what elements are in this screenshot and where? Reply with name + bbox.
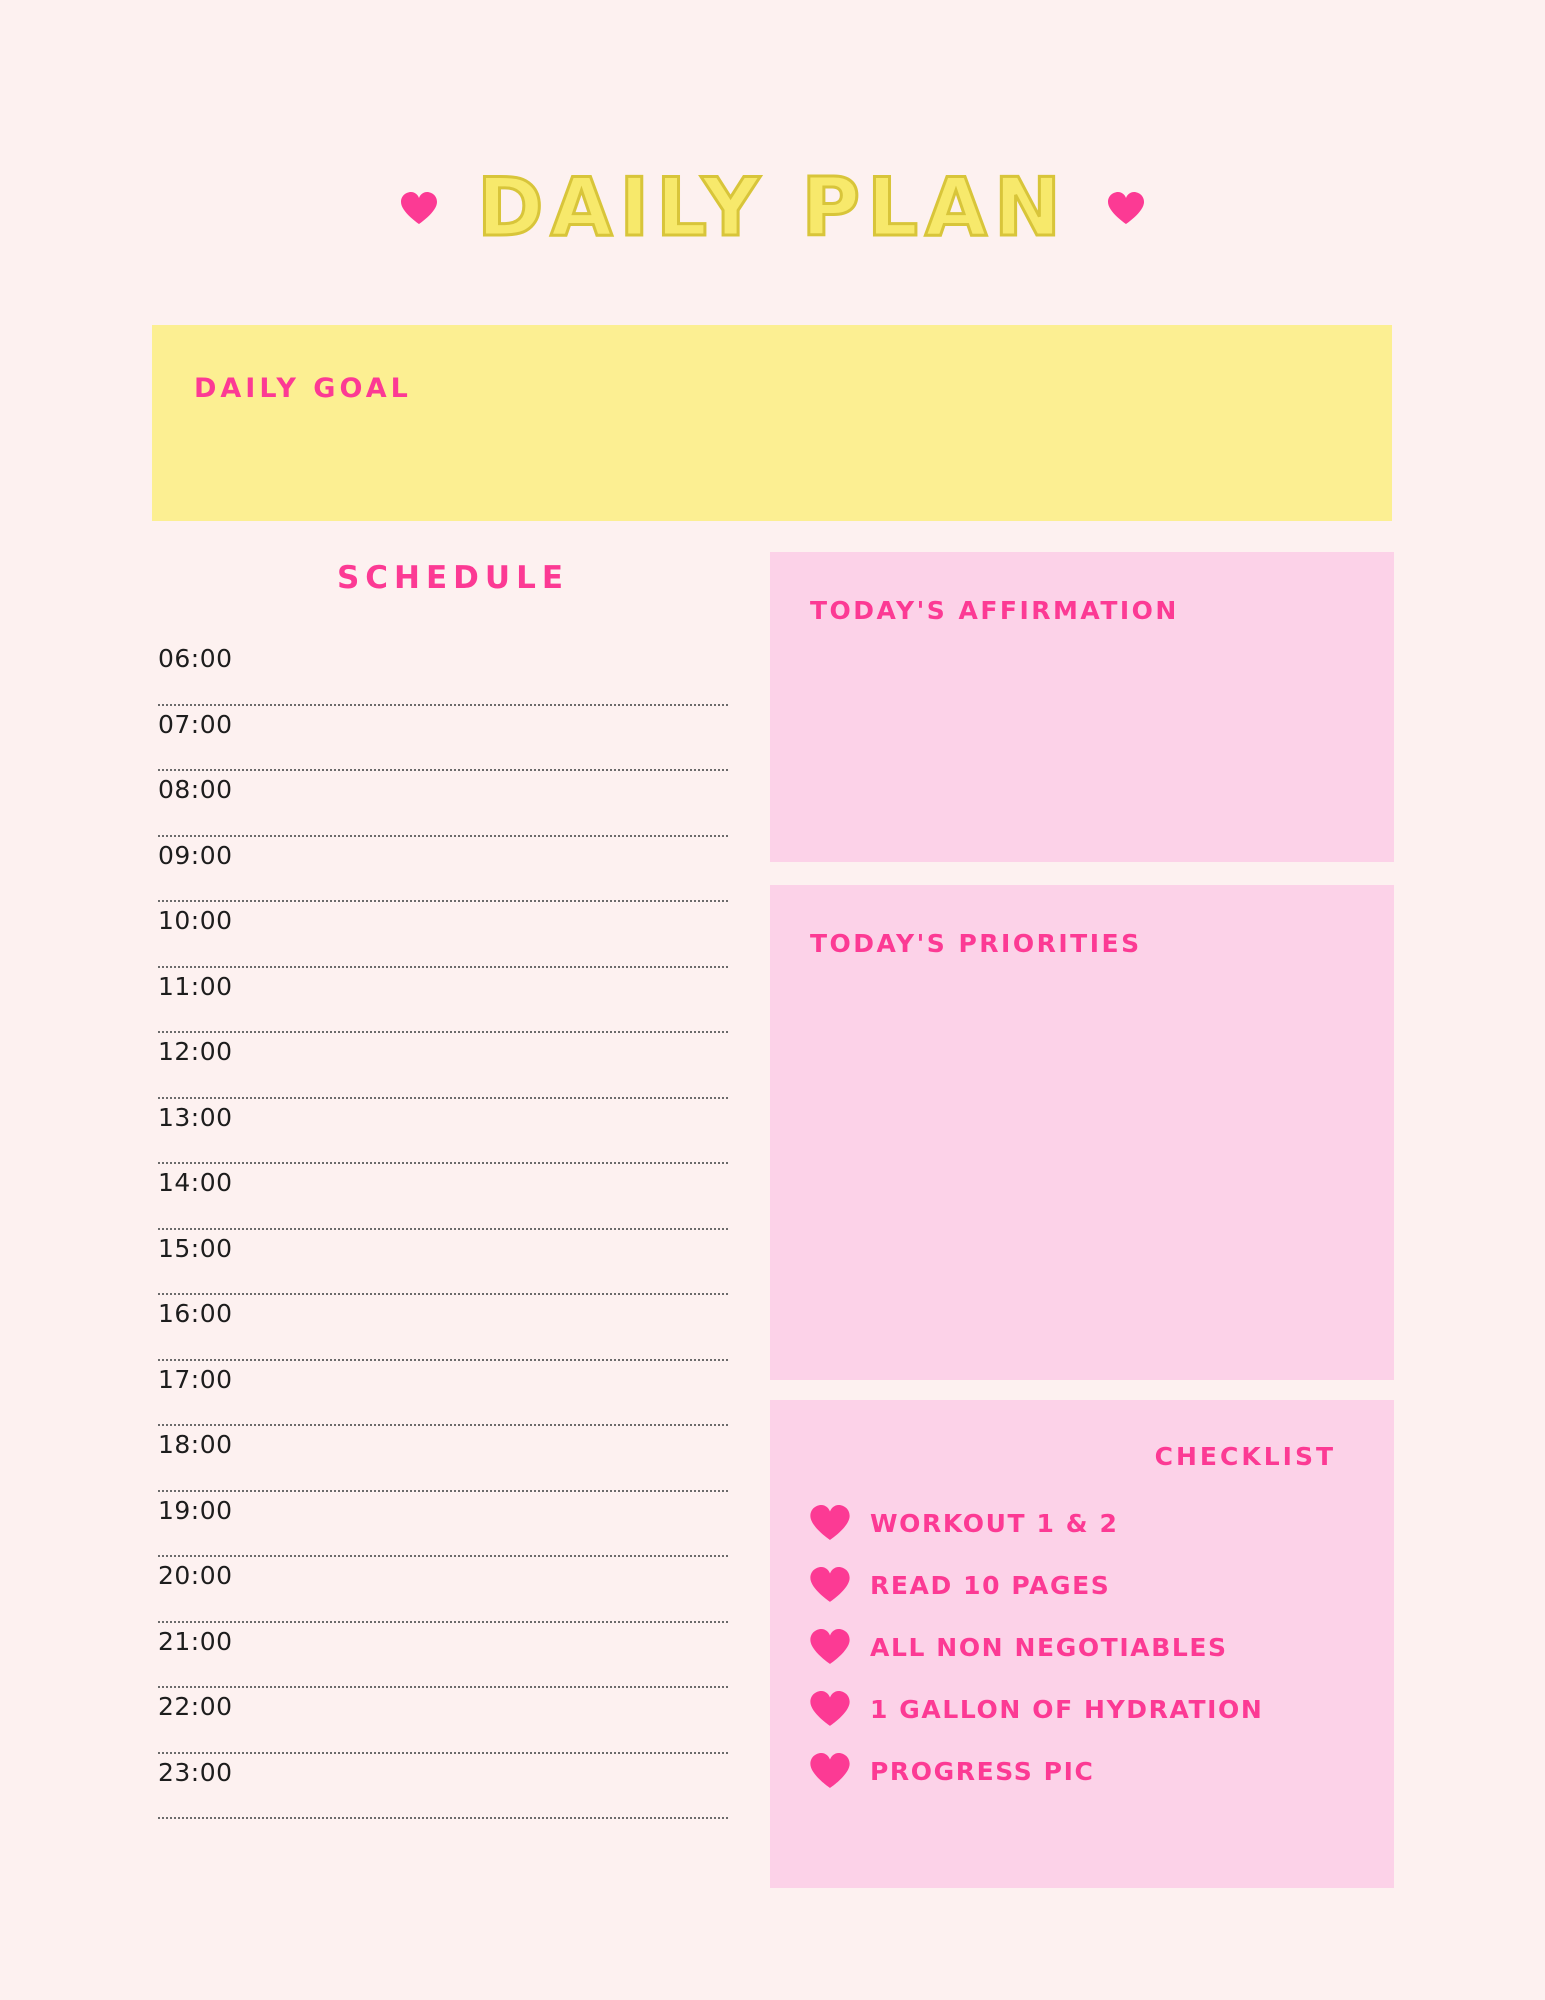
schedule-time: 09:00 <box>158 840 233 870</box>
schedule-time: 21:00 <box>158 1626 233 1656</box>
affirmation-section[interactable] <box>770 552 1394 862</box>
checklist-item-label: WORKOUT 1 & 2 <box>870 1508 1119 1538</box>
checklist-item-label: PROGRESS PIC <box>870 1756 1095 1786</box>
schedule-row[interactable] <box>158 1492 728 1558</box>
schedule-row[interactable] <box>158 1295 728 1361</box>
checklist-item[interactable] <box>810 1567 1374 1603</box>
schedule-time: 17:00 <box>158 1364 233 1394</box>
schedule-row[interactable] <box>158 1754 728 1820</box>
heart-icon[interactable] <box>810 1505 850 1541</box>
schedule-row[interactable] <box>158 968 728 1034</box>
schedule-time: 10:00 <box>158 906 233 935</box>
checklist-item[interactable] <box>810 1629 1374 1665</box>
checklist-item-label: READ 10 PAGES <box>870 1570 1111 1600</box>
checklist-section <box>770 1400 1394 1888</box>
checklist-item[interactable] <box>810 1505 1374 1541</box>
schedule-time: 19:00 <box>158 1495 233 1525</box>
schedule-row[interactable] <box>158 706 728 772</box>
schedule-time: 12:00 <box>158 1037 233 1066</box>
checklist-item-label: 1 GALLON OF HYDRATION <box>870 1694 1264 1724</box>
page-title: DAILY PLAN <box>477 161 1068 254</box>
daily-goal-section[interactable] <box>152 325 1392 521</box>
page-title-row <box>0 161 1545 254</box>
schedule-row[interactable] <box>158 902 728 968</box>
heart-icon[interactable] <box>810 1629 850 1665</box>
schedule-row[interactable] <box>158 1688 728 1754</box>
heart-icon <box>401 192 437 225</box>
schedule-row[interactable] <box>158 1361 728 1427</box>
schedule-title: SCHEDULE <box>336 560 570 596</box>
schedule-time: 16:00 <box>158 1299 233 1328</box>
schedule-row[interactable] <box>158 1033 728 1099</box>
schedule-time: 06:00 <box>158 644 233 673</box>
schedule-time: 15:00 <box>158 1233 233 1263</box>
heart-icon[interactable] <box>810 1567 850 1603</box>
schedule-time: 14:00 <box>158 1168 233 1197</box>
heart-icon <box>1108 192 1144 225</box>
schedule-section <box>158 560 728 1819</box>
affirmation-label: TODAY'S AFFIRMATION <box>810 596 1179 625</box>
checklist-items <box>810 1505 1374 1815</box>
schedule-time: 20:00 <box>158 1561 233 1590</box>
schedule-row[interactable] <box>158 1557 728 1623</box>
schedule-row[interactable] <box>158 1099 728 1165</box>
schedule-row[interactable] <box>158 1230 728 1296</box>
priorities-label: TODAY'S PRIORITIES <box>810 929 1142 958</box>
schedule-row[interactable] <box>158 1164 728 1230</box>
daily-goal-label: DAILY GOAL <box>194 373 412 404</box>
schedule-time: 07:00 <box>158 709 233 739</box>
schedule-time: 13:00 <box>158 1102 233 1132</box>
schedule-time: 22:00 <box>158 1692 233 1721</box>
schedule-row[interactable] <box>158 1623 728 1689</box>
priorities-section[interactable] <box>770 885 1394 1380</box>
schedule-time: 18:00 <box>158 1430 233 1459</box>
schedule-time: 08:00 <box>158 775 233 804</box>
checklist-item[interactable] <box>810 1691 1374 1727</box>
heart-icon[interactable] <box>810 1691 850 1727</box>
checklist-item[interactable] <box>810 1753 1374 1789</box>
heart-icon[interactable] <box>810 1753 850 1789</box>
schedule-row[interactable] <box>158 640 728 706</box>
checklist-item-label: ALL NON NEGOTIABLES <box>870 1632 1228 1662</box>
checklist-label: CHECKLIST <box>1154 1442 1336 1471</box>
schedule-row[interactable] <box>158 771 728 837</box>
schedule-time: 11:00 <box>158 971 233 1001</box>
schedule-row[interactable] <box>158 837 728 903</box>
schedule-row[interactable] <box>158 1426 728 1492</box>
schedule-time: 23:00 <box>158 1757 233 1787</box>
